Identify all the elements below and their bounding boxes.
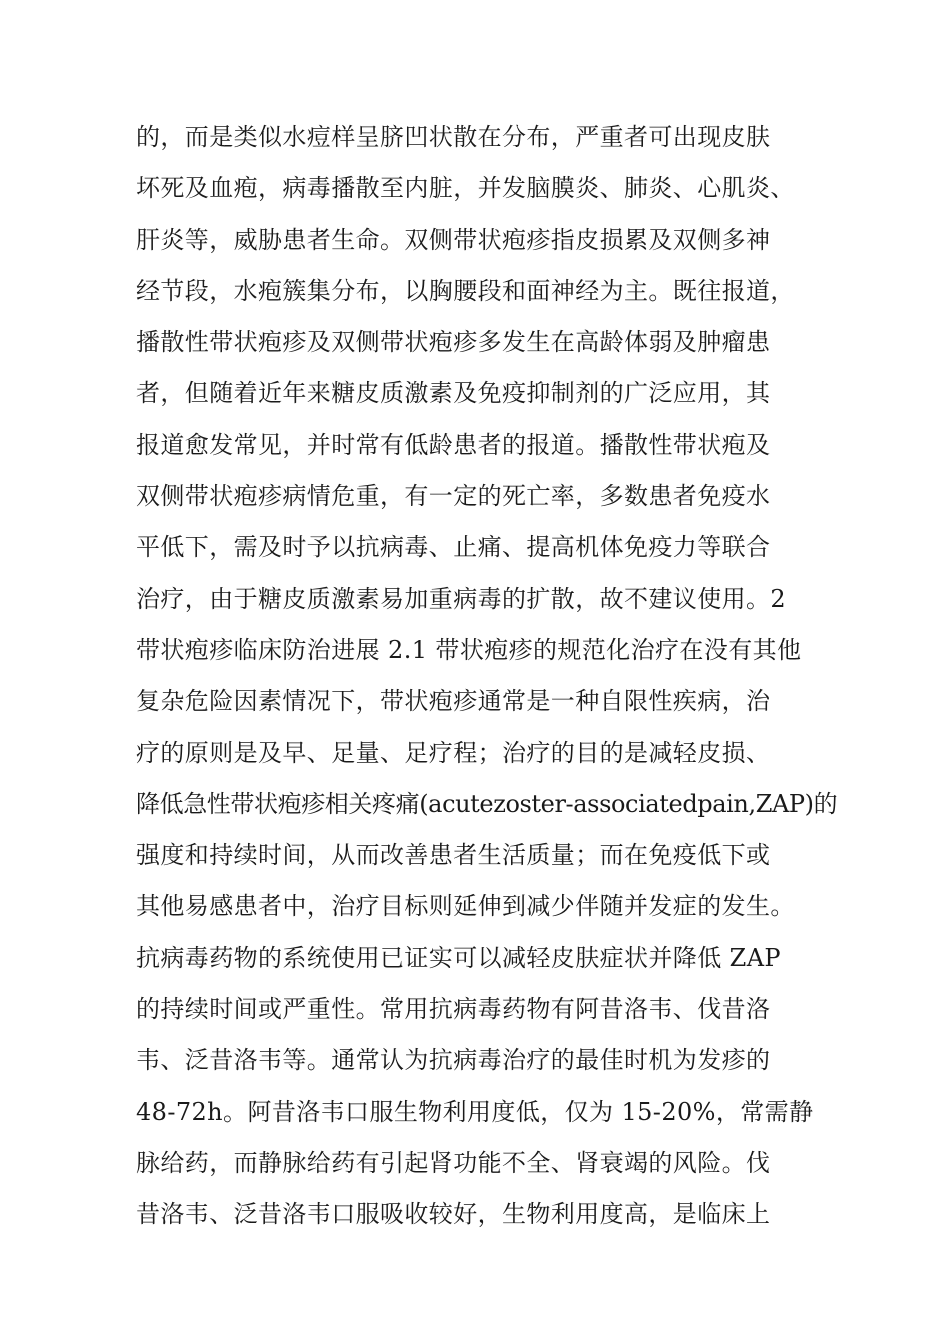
text-line: 脉给药，而静脉给药有引起肾功能不全、肾衰竭的风险。伐 <box>136 1148 771 1177</box>
text-line: 其他易感患者中，治疗目标则延伸到减少伴随并发症的发生。 <box>136 892 795 921</box>
text-line: 韦、泛昔洛韦等。通常认为抗病毒治疗的最佳时机为发疹的 <box>136 1046 771 1075</box>
text-line: 播散性带状疱疹及双侧带状疱疹多发生在高龄体弱及肿瘤患 <box>136 328 771 357</box>
text-line: 降低急性带状疱疹相关疼痛(acutezoster-associatedpain,ZAP)的 <box>136 789 838 818</box>
text-line: 48-72h。阿昔洛韦口服生物利用度低，仅为 15-20%，常需静 <box>136 1097 814 1126</box>
text-line: 肝炎等，威胁患者生命。双侧带状疱疹指皮损累及双侧多神 <box>136 225 771 254</box>
text-line: 的，而是类似水痘样呈脐凹状散在分布，严重者可出现皮肤 <box>136 123 771 151</box>
text-line: 经节段，水疱簇集分布，以胸腰段和面神经为主。既往报道， <box>136 276 795 305</box>
text-line: 强度和持续时间，从而改善患者生活质量；而在免疫低下或 <box>136 841 771 870</box>
text-line: 者，但随着近年来糖皮质激素及免疫抑制剂的广泛应用，其 <box>136 379 771 408</box>
text-line: 带状疱疹临床防治进展 2.1 带状疱疹的规范化治疗在没有其他 <box>136 635 802 664</box>
text-line: 平低下，需及时予以抗病毒、止痛、提高机体免疫力等联合 <box>136 533 771 562</box>
text-line: 双侧带状疱疹病情危重，有一定的死亡率，多数患者免疫水 <box>136 482 771 511</box>
text-line: 坏死及血疱，病毒播散至内脏，并发脑膜炎、肺炎、心肌炎、 <box>136 174 795 203</box>
text-line: 复杂危险因素情况下，带状疱疹通常是一种自限性疾病，治 <box>136 687 771 716</box>
text-line: 治疗，由于糖皮质激素易加重病毒的扩散，故不建议使用。2 <box>136 584 787 613</box>
text-line: 的持续时间或严重性。常用抗病毒药物有阿昔洛韦、伐昔洛 <box>136 995 771 1024</box>
text-line: 报道愈发常见，并时常有低龄患者的报道。播散性带状疱及 <box>136 430 771 459</box>
text-line: 疗的原则是及早、足量、足疗程；治疗的目的是减轻皮损、 <box>136 738 771 767</box>
text-line: 昔洛韦、泛昔洛韦口服吸收较好，生物利用度高，是临床上 <box>136 1200 771 1229</box>
body-paragraph <box>136 112 836 1241</box>
text-line: 抗病毒药物的系统使用已证实可以减轻皮肤症状并降低 ZAP <box>136 943 781 972</box>
